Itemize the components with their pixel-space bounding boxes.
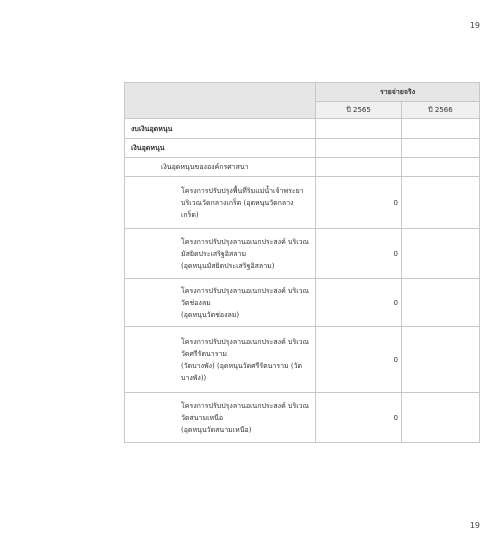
value-cell-year-2566 — [401, 139, 479, 158]
table-row — [125, 119, 480, 139]
row-label-line: เงินอุดหนุน — [131, 144, 165, 152]
page-number-top: 19 — [469, 21, 480, 30]
header-blank-cell — [125, 83, 316, 119]
value-cell-year-2565 — [316, 158, 402, 177]
row-label — [125, 393, 316, 443]
header-actual-spending: รายจ่ายจริง — [316, 83, 480, 102]
value-cell-year-2566 — [401, 327, 479, 393]
value-cell-year-2566 — [401, 119, 479, 139]
value-cell-year-2565: 0 — [316, 177, 402, 229]
table-row — [125, 158, 480, 177]
value-cell-year-2565 — [316, 139, 402, 158]
row-label-line: (วัดบางพัง) (อุดหนุนวัดศรีรัตนาราม (วัด — [181, 361, 303, 370]
row-label — [125, 139, 316, 158]
row-label-line: (อุดหนุนวัดช่องลม) — [181, 310, 240, 319]
row-label-line: (อุดหนุนมัสยิดประเสริฐอิสลาม) — [181, 261, 275, 270]
row-label-line: โครงการปรับปรุงลานอเนกประสงค์ บริเวณ — [181, 337, 310, 346]
row-label-line: โครงการปรับปรุงลานอเนกประสงค์ บริเวณ — [181, 237, 310, 246]
row-label-line: วัดศรีรัตนาราม — [181, 349, 228, 358]
table-row — [125, 177, 480, 229]
row-label — [125, 119, 316, 139]
row-label-line: โครงการปรับปรุงพื้นที่ริมแม่น้ำเจ้าพระยา — [181, 186, 304, 195]
table-row — [125, 139, 480, 158]
header-year-2566: ปี 2566 — [401, 102, 479, 119]
value-cell-year-2565: 0 — [316, 279, 402, 327]
row-label — [125, 177, 316, 229]
table-row — [125, 279, 480, 327]
row-label-line: เกร็ด) — [181, 210, 199, 219]
value-cell-year-2566 — [401, 229, 479, 279]
row-label-line: งบเงินอุดหนุน — [131, 124, 173, 133]
table-row — [125, 327, 480, 393]
row-label-line: บางพัง)) — [181, 373, 207, 382]
row-label-line: โครงการปรับปรุงลานอเนกประสงค์ บริเวณ — [181, 401, 310, 410]
value-cell-year-2566 — [401, 177, 479, 229]
row-label — [125, 229, 316, 279]
value-cell-year-2566 — [401, 158, 479, 177]
value-cell-year-2566 — [401, 393, 479, 443]
row-label — [125, 158, 316, 177]
value-cell-year-2565: 0 — [316, 393, 402, 443]
row-label-line: วัดสนามเหนือ — [181, 413, 224, 422]
row-label-line: มัสยิดประเสริฐอิสลาม — [181, 249, 247, 258]
value-cell-year-2566 — [401, 279, 479, 327]
value-cell-year-2565 — [316, 119, 402, 139]
header-year-2565: ปี 2565 — [316, 102, 402, 119]
value-cell-year-2565: 0 — [316, 327, 402, 393]
page-number-bottom: 19 — [469, 521, 480, 530]
row-label — [125, 327, 316, 393]
row-label-line: วัดช่องลม — [181, 298, 211, 307]
table-row — [125, 393, 480, 443]
row-label — [125, 279, 316, 327]
row-label-line: (อุดหนุนวัดสนามเหนือ) — [181, 425, 252, 434]
row-label-line: เงินอุดหนุนขององค์กรศาสนา — [161, 163, 249, 171]
row-label-line: โครงการปรับปรุงลานอเนกประสงค์ บริเวณ — [181, 286, 310, 295]
row-label-line: บริเวณวัดกลางเกร็ด (อุดหนุนวัดกลาง — [181, 198, 294, 207]
budget-table — [124, 82, 480, 443]
table-row — [125, 229, 480, 279]
value-cell-year-2565: 0 — [316, 229, 402, 279]
